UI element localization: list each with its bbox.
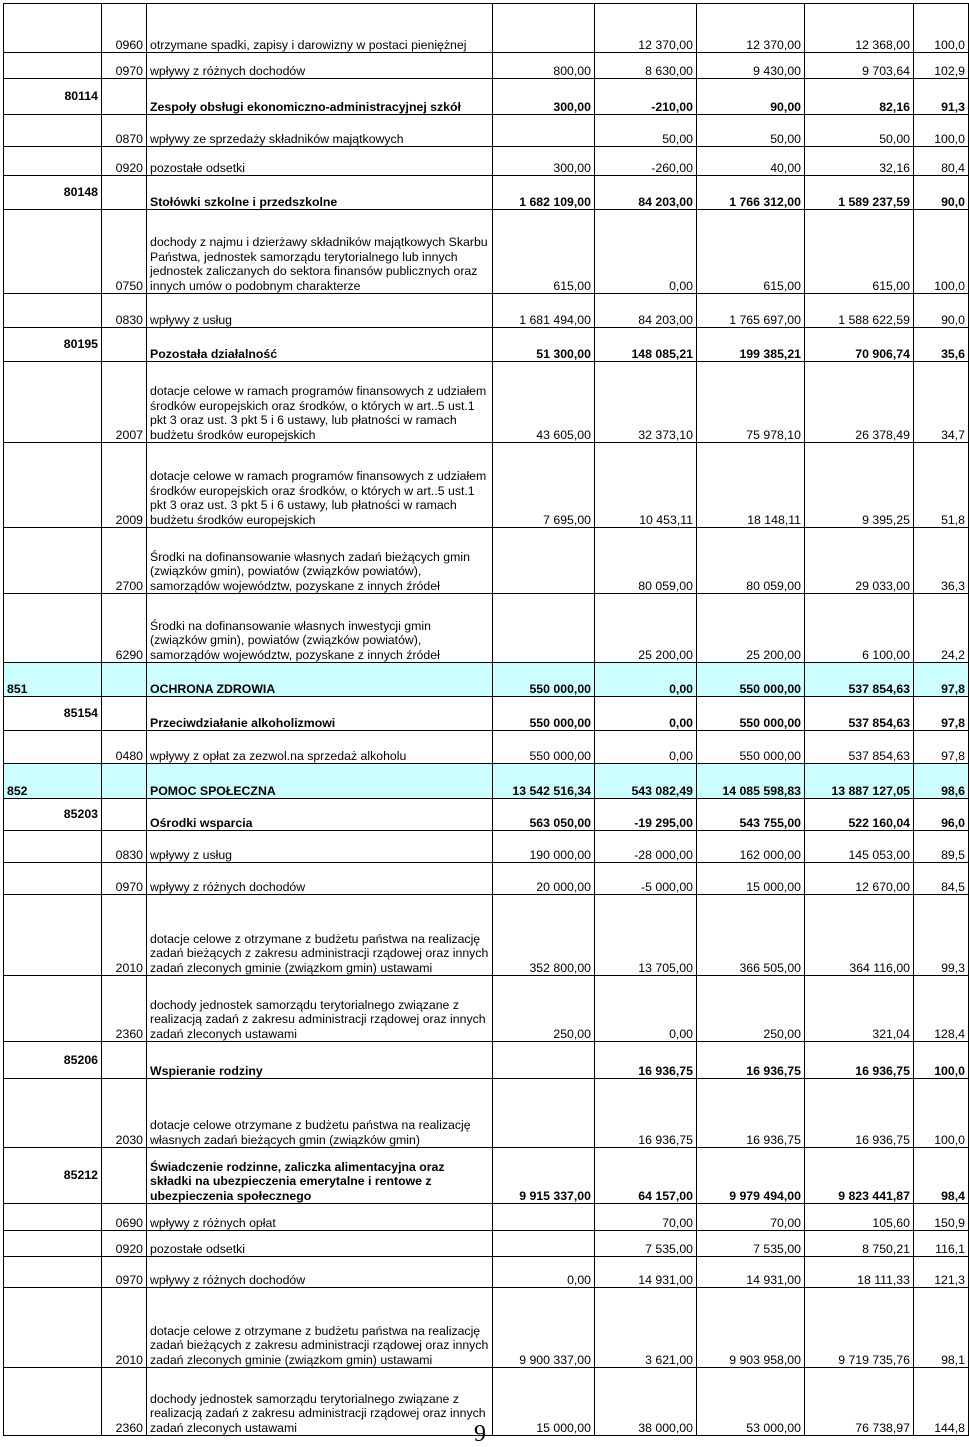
cell-value: 100,0 [914, 115, 969, 147]
table-row [4, 362, 969, 443]
cell-value: 80 059,00 [595, 528, 697, 594]
cell-value: 18 148,11 [697, 443, 805, 528]
table-row [4, 799, 969, 831]
cell-name: Świadczenie rodzinne, zaliczka alimentacyjna oraz składki na ubezpieczenia emerytalne i rentowe z ubezpieczenia społecznego [147, 1148, 493, 1204]
cell-value: 150,9 [914, 1204, 969, 1231]
cell-value: 14 085 598,83 [697, 764, 805, 799]
cell-value: 9 395,25 [805, 443, 914, 528]
cell-dzial-rozdzial [4, 799, 102, 831]
rozdzial-code: 80114 [64, 89, 98, 104]
cell-value: 36,3 [914, 528, 969, 594]
cell-value: 20 000,00 [493, 863, 595, 895]
table-row [4, 53, 969, 79]
cell-paragraf: 0970 [102, 1257, 147, 1288]
table-row [4, 895, 969, 976]
cell-dzial-rozdzial [4, 895, 102, 976]
table-row [4, 294, 969, 328]
cell-value: 13 705,00 [595, 895, 697, 976]
cell-dzial-rozdzial [4, 147, 102, 176]
cell-value: 537 854,63 [805, 697, 914, 731]
cell-value: 6 100,00 [805, 594, 914, 663]
cell-value: 9 703,64 [805, 53, 914, 79]
cell-paragraf [102, 328, 147, 362]
cell-paragraf [102, 697, 147, 731]
cell-name: dotacje celowe w ramach programów finansowych z udziałem środków europejskich oraz środków, o których w art..5 ust.1 pkt 3 oraz ust. 3 pkt 5 i 6 ustawy, lub płatności w ramach budżetu środków europejskich [147, 443, 493, 528]
cell-dzial-rozdzial [4, 115, 102, 147]
budget-table [3, 3, 969, 1436]
cell-value: 116,1 [914, 1231, 969, 1257]
cell-dzial-rozdzial [4, 663, 102, 697]
table-row [4, 115, 969, 147]
cell-value: 18 111,33 [805, 1257, 914, 1288]
cell-value: -19 295,00 [595, 799, 697, 831]
cell-value: 12 370,00 [697, 4, 805, 53]
cell-value: -260,00 [595, 147, 697, 176]
cell-value: 366 505,00 [697, 895, 805, 976]
cell-value: 24,2 [914, 594, 969, 663]
cell-value: 1 766 312,00 [697, 176, 805, 210]
table-row [4, 976, 969, 1042]
cell-dzial-rozdzial [4, 1231, 102, 1257]
cell-value: 40,00 [697, 147, 805, 176]
cell-value [493, 1204, 595, 1231]
cell-value [493, 528, 595, 594]
cell-value: 8 630,00 [595, 53, 697, 79]
table-row [4, 79, 969, 115]
cell-paragraf: 2030 [102, 1079, 147, 1148]
cell-value [493, 1042, 595, 1079]
cell-name: dotacje celowe z otrzymane z budżetu państwa na realizację zadań bieżących z zakresu administracji rządowej oraz innych zadań zleconych gminie (związkom gmin) ustawami [147, 1288, 493, 1368]
cell-value: 9 903 958,00 [697, 1288, 805, 1368]
cell-name: wpływy z różnych dochodów [147, 863, 493, 895]
cell-value: 97,8 [914, 663, 969, 697]
cell-name: POMOC SPOŁECZNA [147, 764, 493, 799]
cell-dzial-rozdzial [4, 594, 102, 663]
table-row [4, 1042, 969, 1079]
cell-paragraf: 0920 [102, 1231, 147, 1257]
table-row [4, 1288, 969, 1368]
cell-value: 199 385,21 [697, 328, 805, 362]
cell-name: wpływy z różnych opłat [147, 1204, 493, 1231]
cell-name: wpływy z różnych dochodów [147, 53, 493, 79]
cell-value: 38 000,00 [595, 1368, 697, 1436]
cell-value: 16 936,75 [805, 1042, 914, 1079]
cell-paragraf: 0920 [102, 147, 147, 176]
cell-value: 12 370,00 [595, 4, 697, 53]
cell-value: 50,00 [805, 115, 914, 147]
cell-value: 16 936,75 [805, 1079, 914, 1148]
cell-paragraf: 2009 [102, 443, 147, 528]
cell-value: 0,00 [595, 663, 697, 697]
cell-dzial-rozdzial [4, 731, 102, 764]
cell-name: dochody jednostek samorządu terytorialnego związane z realizacją zadań z zakresu administracji rządowej oraz innych zadań zleconych ustawami [147, 1368, 493, 1436]
cell-dzial-rozdzial [4, 176, 102, 210]
cell-dzial-rozdzial [4, 328, 102, 362]
cell-paragraf: 0970 [102, 53, 147, 79]
cell-value: 9 719 735,76 [805, 1288, 914, 1368]
cell-value: 563 050,00 [493, 799, 595, 831]
cell-value: 15 000,00 [697, 863, 805, 895]
cell-paragraf [102, 79, 147, 115]
cell-value: 0,00 [595, 697, 697, 731]
table-row [4, 731, 969, 764]
cell-value: 145 053,00 [805, 831, 914, 863]
cell-value: 121,3 [914, 1257, 969, 1288]
cell-value: -210,00 [595, 79, 697, 115]
cell-paragraf: 2007 [102, 362, 147, 443]
cell-value: 543 082,49 [595, 764, 697, 799]
cell-value: 90,0 [914, 176, 969, 210]
cell-value: 9 823 441,87 [805, 1148, 914, 1204]
cell-dzial-rozdzial [4, 1042, 102, 1079]
cell-value [493, 1231, 595, 1257]
cell-value: 90,00 [697, 79, 805, 115]
cell-dzial-rozdzial [4, 1288, 102, 1368]
cell-value: 148 085,21 [595, 328, 697, 362]
cell-value: 25 200,00 [595, 594, 697, 663]
cell-paragraf: 2360 [102, 976, 147, 1042]
cell-value: 300,00 [493, 79, 595, 115]
cell-value: 51,8 [914, 443, 969, 528]
table-row [4, 1257, 969, 1288]
cell-dzial-rozdzial [4, 1079, 102, 1148]
cell-value: 89,5 [914, 831, 969, 863]
cell-paragraf [102, 799, 147, 831]
cell-dzial-rozdzial [4, 1148, 102, 1204]
cell-name: dotacje celowe otrzymane z budżetu państwa na realizację własnych zadań bieżących gmin (związków gmin) [147, 1079, 493, 1148]
cell-value: 14 931,00 [595, 1257, 697, 1288]
cell-value: 1 589 237,59 [805, 176, 914, 210]
cell-value: 550 000,00 [697, 731, 805, 764]
page-number: 9 [474, 1421, 486, 1447]
rozdzial-code: 85206 [63, 1052, 98, 1067]
cell-value: 13 542 516,34 [493, 764, 595, 799]
table-row [4, 328, 969, 362]
cell-value: 321,04 [805, 976, 914, 1042]
cell-name: dotacje celowe w ramach programów finansowych z udziałem środków europejskich oraz środków, o których w art..5 ust.1 pkt 3 oraz ust. 3 pkt 5 i 6 ustawy, lub płatności w ramach budżetu środków europejskich [147, 362, 493, 443]
cell-value: 8 750,21 [805, 1231, 914, 1257]
cell-dzial-rozdzial [4, 53, 102, 79]
cell-value: 26 378,49 [805, 362, 914, 443]
cell-value: 162 000,00 [697, 831, 805, 863]
cell-value: 90,0 [914, 294, 969, 328]
rozdzial-code: 80148 [63, 185, 98, 200]
cell-paragraf: 0750 [102, 210, 147, 294]
cell-value: 9 915 337,00 [493, 1148, 595, 1204]
cell-value: 70,00 [697, 1204, 805, 1231]
cell-value: 1 681 494,00 [493, 294, 595, 328]
cell-dzial-rozdzial [4, 4, 102, 53]
cell-name: dochody z najmu i dzierżawy składników majątkowych Skarbu Państwa, jednostek samorządu terytorialnego lub innych jednostek zaliczanych do sektora finansów publicznych oraz innych umów o podobnym charakterze [147, 210, 493, 294]
cell-paragraf: 2010 [102, 1288, 147, 1368]
cell-value: 10 453,11 [595, 443, 697, 528]
cell-value: 84 203,00 [595, 294, 697, 328]
cell-value: 91,3 [914, 79, 969, 115]
cell-value: 35,6 [914, 328, 969, 362]
cell-value: 9 900 337,00 [493, 1288, 595, 1368]
cell-paragraf: 0960 [102, 4, 147, 53]
cell-value: 190 000,00 [493, 831, 595, 863]
table-row [4, 147, 969, 176]
budget-table-body [4, 4, 969, 1436]
cell-dzial-rozdzial [4, 863, 102, 895]
cell-value: 250,00 [493, 976, 595, 1042]
cell-value: 50,00 [595, 115, 697, 147]
cell-value: 550 000,00 [697, 663, 805, 697]
cell-value: 7 535,00 [595, 1231, 697, 1257]
cell-paragraf [102, 663, 147, 697]
cell-dzial-rozdzial [4, 976, 102, 1042]
dzial-code: 852 [7, 783, 28, 798]
cell-name: Środki na dofinansowanie własnych inwestycji gmin (związków gmin), powiatów (związków powiatów), samorządów województw, pozyskane z innych źródeł [147, 594, 493, 663]
cell-name: pozostałe odsetki [147, 1231, 493, 1257]
cell-value: 543 755,00 [697, 799, 805, 831]
cell-value: 70,00 [595, 1204, 697, 1231]
cell-value: 16 936,75 [595, 1079, 697, 1148]
cell-paragraf: 0870 [102, 115, 147, 147]
cell-name: wpływy ze sprzedaży składników majątkowych [147, 115, 493, 147]
cell-name: Zespoły obsługi ekonomiczno-administracyjnej szkół [147, 79, 493, 115]
table-row [4, 764, 969, 799]
cell-paragraf: 0690 [102, 1204, 147, 1231]
cell-value: 537 854,63 [805, 663, 914, 697]
cell-paragraf [102, 1148, 147, 1204]
cell-name: otrzymane spadki, zapisy i darowizny w postaci pieniężnej [147, 4, 493, 53]
cell-paragraf [102, 764, 147, 799]
cell-value: 300,00 [493, 147, 595, 176]
cell-paragraf: 6290 [102, 594, 147, 663]
rozdzial-code: 85203 [63, 807, 98, 822]
cell-value [493, 115, 595, 147]
cell-name: Ośrodki wsparcia [147, 799, 493, 831]
cell-paragraf: 2010 [102, 895, 147, 976]
cell-value [493, 1079, 595, 1148]
cell-value: 0,00 [595, 210, 697, 294]
cell-value: 16 936,75 [697, 1042, 805, 1079]
cell-value: 12 670,00 [805, 863, 914, 895]
cell-dzial-rozdzial [4, 528, 102, 594]
cell-value: 98,1 [914, 1288, 969, 1368]
budget-table-container [3, 3, 969, 1436]
cell-value: 76 738,97 [805, 1368, 914, 1436]
cell-value: 100,0 [914, 1079, 969, 1148]
cell-value: 352 800,00 [493, 895, 595, 976]
cell-value: 1 588 622,59 [805, 294, 914, 328]
cell-dzial-rozdzial [4, 1257, 102, 1288]
cell-paragraf [102, 176, 147, 210]
cell-paragraf: 0830 [102, 294, 147, 328]
rozdzial-code: 85212 [63, 1168, 98, 1183]
cell-value: 70 906,74 [805, 328, 914, 362]
cell-name: Wspieranie rodziny [147, 1042, 493, 1079]
cell-value: 80,4 [914, 147, 969, 176]
table-row [4, 1204, 969, 1231]
cell-value: 0,00 [595, 976, 697, 1042]
table-row [4, 663, 969, 697]
cell-value: 32 373,10 [595, 362, 697, 443]
table-row [4, 528, 969, 594]
cell-value: 250,00 [697, 976, 805, 1042]
cell-name: pozostałe odsetki [147, 147, 493, 176]
cell-name: Środki na dofinansowanie własnych zadań bieżących gmin (związków gmin), powiatów (związków powiatów), samorządów województw, pozyskane z innych źródeł [147, 528, 493, 594]
cell-value: 1 682 109,00 [493, 176, 595, 210]
rozdzial-code: 85154 [63, 706, 98, 721]
cell-value: 615,00 [697, 210, 805, 294]
cell-value: 98,6 [914, 764, 969, 799]
cell-value: 3 621,00 [595, 1288, 697, 1368]
cell-value: 53 000,00 [697, 1368, 805, 1436]
cell-value: 615,00 [493, 210, 595, 294]
cell-name: wpływy z opłat za zezwol.na sprzedaż alkoholu [147, 731, 493, 764]
cell-name: wpływy z usług [147, 294, 493, 328]
table-row [4, 1231, 969, 1257]
cell-paragraf [102, 1042, 147, 1079]
cell-value: 25 200,00 [697, 594, 805, 663]
cell-value: 550 000,00 [493, 697, 595, 731]
cell-value: 9 430,00 [697, 53, 805, 79]
cell-name: wpływy z różnych dochodów [147, 1257, 493, 1288]
cell-value: 0,00 [595, 731, 697, 764]
cell-value: 16 936,75 [595, 1042, 697, 1079]
cell-value: 0,00 [493, 1257, 595, 1288]
cell-value: 550 000,00 [493, 731, 595, 764]
cell-value: 99,3 [914, 895, 969, 976]
cell-name: Pozostała działalność [147, 328, 493, 362]
cell-value: 15 000,00 [493, 1368, 595, 1436]
cell-value: 522 160,04 [805, 799, 914, 831]
cell-name: wpływy z usług [147, 831, 493, 863]
cell-value: -5 000,00 [595, 863, 697, 895]
cell-value: 29 033,00 [805, 528, 914, 594]
cell-dzial-rozdzial [4, 362, 102, 443]
cell-name: OCHRONA ZDROWIA [147, 663, 493, 697]
cell-value: 84,5 [914, 863, 969, 895]
cell-value: 96,0 [914, 799, 969, 831]
cell-paragraf: 0480 [102, 731, 147, 764]
cell-value: 1 765 697,00 [697, 294, 805, 328]
cell-name: dochody jednostek samorządu terytorialnego związane z realizacją zadań z zakresu administracji rządowej oraz innych zadań zleconych ustawami [147, 976, 493, 1042]
cell-value: 615,00 [805, 210, 914, 294]
cell-value: 100,0 [914, 210, 969, 294]
cell-dzial-rozdzial [4, 443, 102, 528]
cell-value: 16 936,75 [697, 1079, 805, 1148]
cell-value: 550 000,00 [493, 663, 595, 697]
cell-dzial-rozdzial [4, 210, 102, 294]
cell-value: 98,4 [914, 1148, 969, 1204]
cell-paragraf: 2360 [102, 1368, 147, 1436]
cell-dzial-rozdzial [4, 764, 102, 799]
cell-dzial-rozdzial [4, 1204, 102, 1231]
cell-name: dotacje celowe z otrzymane z budżetu państwa na realizację zadań bieżących z zakresu administracji rządowej oraz innych zadań zleconych gminie (związkom gmin) ustawami [147, 895, 493, 976]
cell-value: 800,00 [493, 53, 595, 79]
cell-value: 550 000,00 [697, 697, 805, 731]
cell-value: 97,8 [914, 731, 969, 764]
cell-value: 128,4 [914, 976, 969, 1042]
rozdzial-code: 80195 [63, 337, 98, 352]
cell-value: 51 300,00 [493, 328, 595, 362]
table-row [4, 4, 969, 53]
cell-value: 84 203,00 [595, 176, 697, 210]
cell-value: 50,00 [697, 115, 805, 147]
cell-value: 13 887 127,05 [805, 764, 914, 799]
table-row [4, 594, 969, 663]
cell-value: 32,16 [805, 147, 914, 176]
cell-value: 364 116,00 [805, 895, 914, 976]
table-row [4, 1148, 969, 1204]
cell-value: 14 931,00 [697, 1257, 805, 1288]
cell-value: 100,0 [914, 1042, 969, 1079]
table-row [4, 863, 969, 895]
cell-value: 34,7 [914, 362, 969, 443]
cell-name: Stołówki szkolne i przedszkolne [147, 176, 493, 210]
table-row [4, 831, 969, 863]
cell-value: 7 535,00 [697, 1231, 805, 1257]
cell-value: 102,9 [914, 53, 969, 79]
cell-dzial-rozdzial [4, 697, 102, 731]
cell-value: 9 979 494,00 [697, 1148, 805, 1204]
table-row [4, 210, 969, 294]
cell-paragraf: 2700 [102, 528, 147, 594]
cell-value: 144,8 [914, 1368, 969, 1436]
cell-value: 7 695,00 [493, 443, 595, 528]
cell-paragraf: 0970 [102, 863, 147, 895]
cell-value: 82,16 [805, 79, 914, 115]
cell-value [493, 594, 595, 663]
cell-value: 64 157,00 [595, 1148, 697, 1204]
cell-dzial-rozdzial [4, 831, 102, 863]
cell-value: 80 059,00 [697, 528, 805, 594]
cell-value: 12 368,00 [805, 4, 914, 53]
dzial-code: 851 [7, 681, 28, 696]
cell-value: 537 854,63 [805, 731, 914, 764]
cell-dzial-rozdzial [4, 79, 102, 115]
cell-value [493, 4, 595, 53]
cell-value: 75 978,10 [697, 362, 805, 443]
cell-value: 105,60 [805, 1204, 914, 1231]
table-row [4, 176, 969, 210]
table-row [4, 443, 969, 528]
cell-value: 97,8 [914, 697, 969, 731]
cell-value: 43 605,00 [493, 362, 595, 443]
table-row [4, 1079, 969, 1148]
cell-value: -28 000,00 [595, 831, 697, 863]
cell-paragraf: 0830 [102, 831, 147, 863]
cell-dzial-rozdzial [4, 294, 102, 328]
cell-name: Przeciwdziałanie alkoholizmowi [147, 697, 493, 731]
cell-value: 100,0 [914, 4, 969, 53]
table-row [4, 697, 969, 731]
